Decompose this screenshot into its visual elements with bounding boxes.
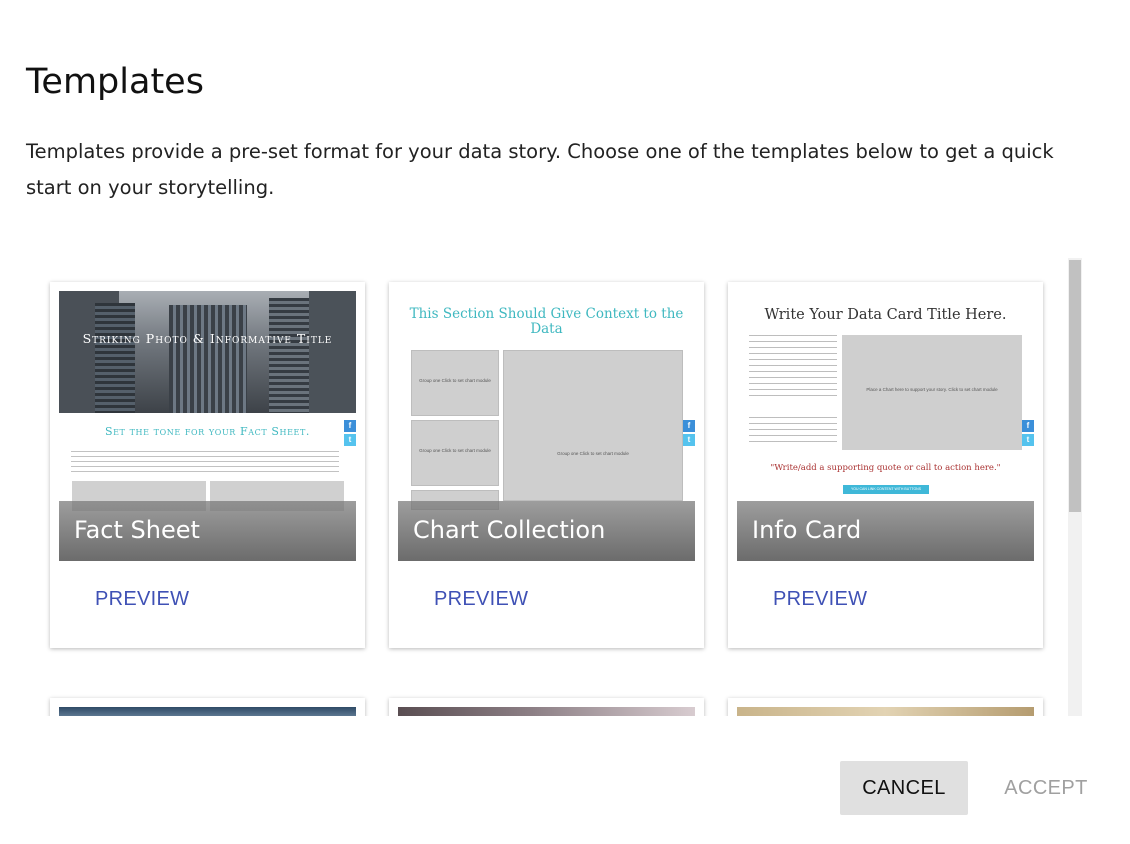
preview-button[interactable]: PREVIEW bbox=[434, 588, 529, 610]
thumb-link-button: YOU CAN LINK CONTENT WITH BUTTONS bbox=[843, 485, 929, 494]
template-name-overlay bbox=[59, 501, 356, 561]
thumb-body-text bbox=[749, 335, 837, 401]
template-thumbnail[interactable] bbox=[737, 707, 1034, 716]
dialog-description: Templates provide a pre-set format for your data story. Choose one of the templates below to get a quick start on your storytelling. bbox=[26, 140, 1054, 199]
template-name: Chart Collection bbox=[413, 516, 606, 544]
scrollbar[interactable] bbox=[1068, 258, 1082, 716]
facebook-icon: f bbox=[344, 420, 356, 432]
thumb-subtitle: Set the tone for your Fact Sheet. bbox=[104, 425, 310, 438]
template-thumbnail[interactable] bbox=[737, 291, 1034, 561]
preview-button[interactable]: PREVIEW bbox=[773, 588, 868, 610]
preview-button[interactable]: PREVIEW bbox=[95, 588, 190, 610]
twitter-icon: t bbox=[683, 434, 695, 446]
scrollbar-thumb[interactable] bbox=[1069, 260, 1081, 512]
thumb-body-text bbox=[71, 451, 339, 473]
templates-grid[interactable] bbox=[0, 258, 1130, 716]
twitter-icon: t bbox=[344, 434, 356, 446]
facebook-icon: f bbox=[683, 420, 695, 432]
template-card-chart-collection[interactable] bbox=[389, 282, 704, 648]
template-card[interactable] bbox=[728, 698, 1043, 716]
thumb-title: Write Your Data Card Title Here. bbox=[764, 307, 1007, 323]
twitter-icon: t bbox=[1022, 434, 1034, 446]
thumb-chart-box: Group one Click to set chart module bbox=[503, 350, 683, 501]
template-thumbnail[interactable] bbox=[398, 707, 695, 716]
thumb-body-text bbox=[749, 417, 837, 443]
template-name-overlay bbox=[737, 501, 1034, 561]
accept-button[interactable]: ACCEPT bbox=[990, 761, 1102, 815]
template-name: Info Card bbox=[752, 516, 862, 544]
thumb-title: This Section Should Give Context to the Data bbox=[409, 306, 684, 337]
template-card[interactable] bbox=[389, 698, 704, 716]
template-card-info-card[interactable] bbox=[728, 282, 1043, 648]
template-name-overlay bbox=[398, 501, 695, 561]
thumb-quote: "Write/add a supporting quote or call to action here." bbox=[770, 463, 1001, 473]
template-thumbnail[interactable] bbox=[59, 707, 356, 716]
thumb-chart-box: Group one Click to set chart module bbox=[411, 420, 499, 486]
thumb-chart-box: Place a Chart here to support your story. Click to set chart module bbox=[842, 335, 1022, 450]
facebook-icon: f bbox=[1022, 420, 1034, 432]
template-thumbnail[interactable] bbox=[59, 291, 356, 561]
template-thumbnail[interactable] bbox=[398, 291, 695, 561]
dialog-title: Templates bbox=[26, 62, 204, 102]
thumb-title: Striking Photo & Informative Title bbox=[82, 331, 333, 346]
template-card-fact-sheet[interactable] bbox=[50, 282, 365, 648]
thumb-chart-box: Group one Click to set chart module bbox=[411, 350, 499, 416]
cancel-button[interactable]: CANCEL bbox=[840, 761, 968, 815]
template-name: Fact Sheet bbox=[74, 516, 200, 544]
skyscraper-photo bbox=[59, 291, 356, 413]
template-card[interactable] bbox=[50, 698, 365, 716]
